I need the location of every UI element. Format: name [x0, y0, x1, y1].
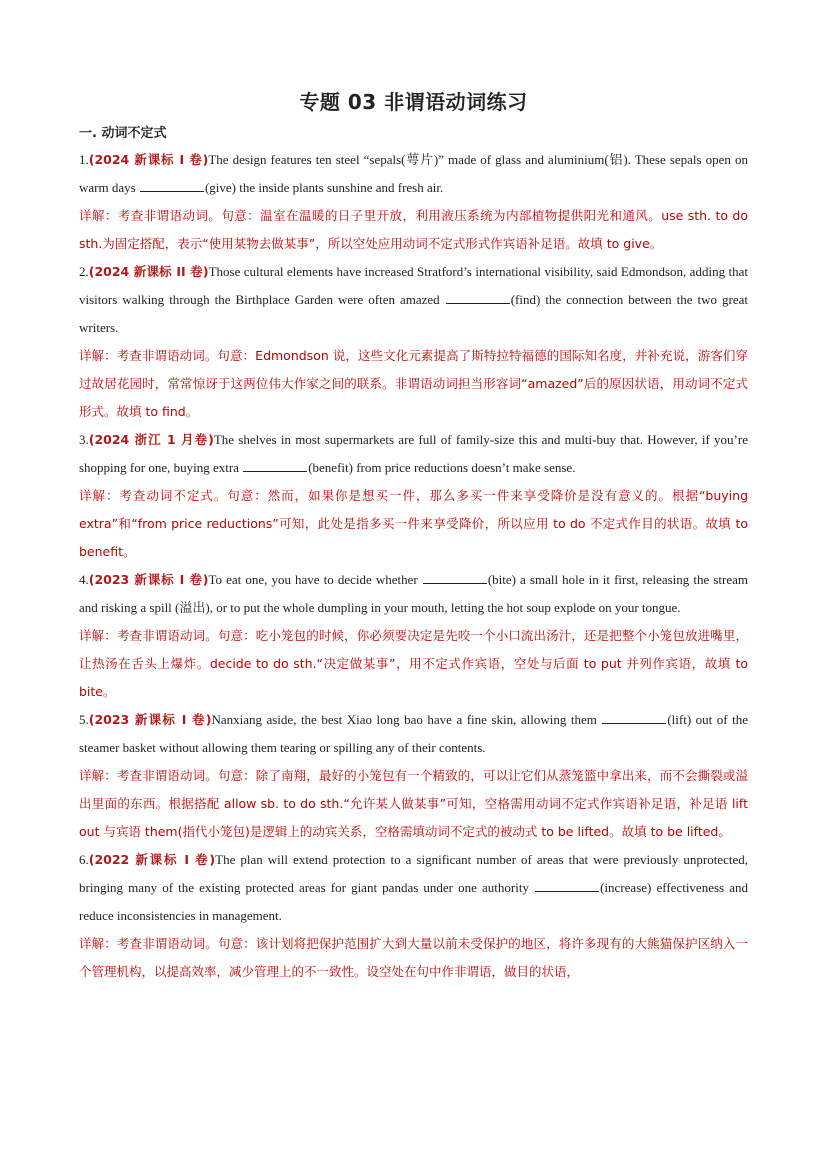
question-text: The plan will extend protection to a significant number of areas that were previously unprotected, bringing many of the existing protected areas for giant pandas under one authority [79, 852, 748, 895]
question-source: (2022 新课标 I 卷) [88, 852, 216, 867]
question-source: (2024 浙江 1 月卷) [88, 432, 214, 447]
question-source: (2024 新课标 I 卷) [88, 152, 209, 167]
question-source: (2023 新课标 I 卷) [88, 572, 209, 587]
section-heading: 一. 动词不定式 [79, 126, 167, 141]
question-source: (2024 新课标 II 卷) [88, 264, 209, 279]
question-3 [79, 426, 748, 482]
question-number: 3. [79, 432, 89, 447]
question-number: 6. [79, 852, 89, 867]
answer-explanation-2: 详解：考查非谓语动词。句意：Edmondson 说，这些文化元素提高了斯特拉特福德的国际知名度，并补充说，游客们穿过故居花园时，常常惊讶于这两位伟大作家之间的联系。非谓语动词担当形容词“amazed”后的原因状语，用动词不定式形式。故填 to find。 [79, 348, 748, 419]
question-text: (bite) a small hole in it first, releasing the stream and risking a spill (溢出), or to put the whole dumpling in your mouth, letting the hot soup explode on your tongue. [79, 572, 748, 615]
question-text: (lift) out of the steamer basket without allowing them tearing or spilling any of their contents. [79, 712, 748, 755]
page-title: 专题 03 非谓语动词练习 [299, 90, 528, 114]
answer-blank [602, 710, 666, 724]
answer-explanation-1: 详解：考查非谓语动词。句意：温室在温暖的日子里开放，利用液压系统为内部植物提供阳光和通风。use sth. to do sth.为固定搭配，表示“使用某物去做某事”，所以空处应用动词不定式形式作宾语补足语。故填 to give。 [79, 208, 748, 251]
answer-blank [423, 570, 487, 584]
question-list [79, 146, 748, 986]
answer-explanation-5: 详解：考查非谓语动词。句意：除了南翔，最好的小笼包有一个精致的，可以让它们从蒸笼篮中拿出来，而不会撕裂或溢出里面的东西。根据搭配 allow sb. to do sth.“允许某人做某事”可知，空格需用动词不定式作宾语补足语，补足语 lift out 与宾语 them(指代小笼包)是逻辑上的动宾关系，空格需填动词不定式的被动式 to be lifted。故填 to be lifted。 [79, 768, 748, 839]
question-text: To eat one, you have to decide whether [208, 572, 422, 587]
answer-blank [140, 178, 204, 192]
question-5 [79, 706, 748, 762]
answer-explanation-4: 详解：考查非谓语动词。句意：吃小笼包的时候，你必须要决定是先咬一个小口流出汤汁，还是把整个小笼包放进嘴里，让热汤在舌头上爆炸。decide to do sth.“决定做某事”，用不定式作宾语，空处与后面 to put 并列作宾语，故填 to bite。 [79, 628, 748, 699]
question-number: 5. [79, 712, 89, 727]
answer-blank [243, 458, 307, 472]
answer-blank [535, 878, 599, 892]
question-6 [79, 846, 748, 930]
question-text: (find) the connection between the two great writers. [79, 292, 748, 335]
question-2 [79, 258, 748, 342]
question-text: (increase) effectiveness and reduce inconsistencies in management. [79, 880, 748, 923]
answer-explanation-3: 详解：考查动词不定式。句意：然而，如果你是想买一件，那么多买一件来享受降价是没有意义的。根据“buying extra”和“from price reductions”可知，此处是指多买一件来享受降价，所以应用 to do 不定式作目的状语。故填 to benefit。 [79, 488, 748, 559]
question-number: 1. [79, 152, 89, 167]
question-text: (give) the inside plants sunshine and fresh air. [204, 180, 444, 195]
question-number: 2. [79, 264, 89, 279]
answer-blank [446, 290, 510, 304]
answer-explanation-6: 详解：考查非谓语动词。句意：该计划将把保护范围扩大到大量以前未受保护的地区，将许多现有的大熊猫保护区纳入一个管理机构，以提高效率，减少管理上的不一致性。设空处在句中作非谓语，做目的状语， [79, 936, 748, 979]
question-text: (benefit) from price reductions doesn’t make sense. [308, 460, 576, 475]
question-1 [79, 146, 748, 202]
question-text: The shelves in most supermarkets are full of family-size this and multi-buy that. However, if you’re shopping for one, buying extra [79, 432, 748, 475]
question-text: The design features ten steel “sepals(萼片)” made of glass and aluminium(铝). These sepals open on warm days [79, 152, 748, 195]
question-text: Those cultural elements have increased Stratford’s international visibility, said Edmondson, adding that visitors walking through the Birthplace Garden were often amazed [79, 264, 748, 307]
question-source: (2023 新课标 I 卷) [88, 712, 212, 727]
question-text: Nanxiang aside, the best Xiao long bao have a fine skin, allowing them [211, 712, 602, 727]
question-number: 4. [79, 572, 89, 587]
question-4 [79, 566, 748, 622]
